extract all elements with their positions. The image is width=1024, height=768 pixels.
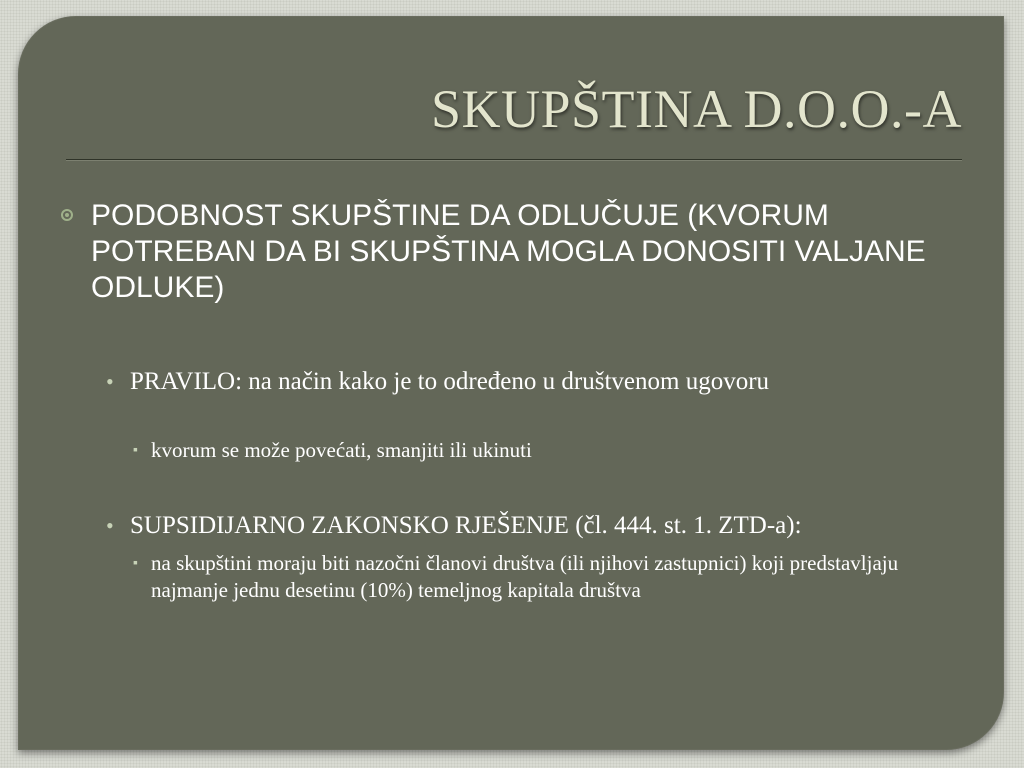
sub-item-statutory: SUPSIDIJARNO ZAKONSKO RJEŠENJE (čl. 444. st. 1. ZTD-a): [130,512,802,539]
square-bullet-icon: ▪ [133,556,138,571]
sub-sub-item-presence: na skupštini moraju biti nazočni članovi društva (ili njihovi zastupnici) koji predstavljaju najmanje jednu desetinu (10%) temeljnog kapitala društva [151,551,899,602]
title-divider [66,159,962,161]
sub-sub-item-quorum: kvorum se može povećati, smanjiti ili ukinuti [151,438,532,462]
square-bullet-icon: ▪ [133,443,138,458]
bullet-icon: • [106,369,114,394]
bullet-icon: • [106,513,114,538]
slide-title: SKUPŠTINA D.O.O.-A [430,79,962,139]
slide [18,16,1004,750]
sub-item-rule: PRAVILO: na način kako je to određeno u društvenom ugovoru [130,368,770,395]
circle-bullet-icon [61,209,73,221]
main-bullet-text: PODOBNOST SKUPŠTINE DA ODLUČUJE (KVORUM POTREBAN DA BI SKUPŠTINA MOGLA DONOSITI VALJANE ODLUKE) [91,199,926,304]
